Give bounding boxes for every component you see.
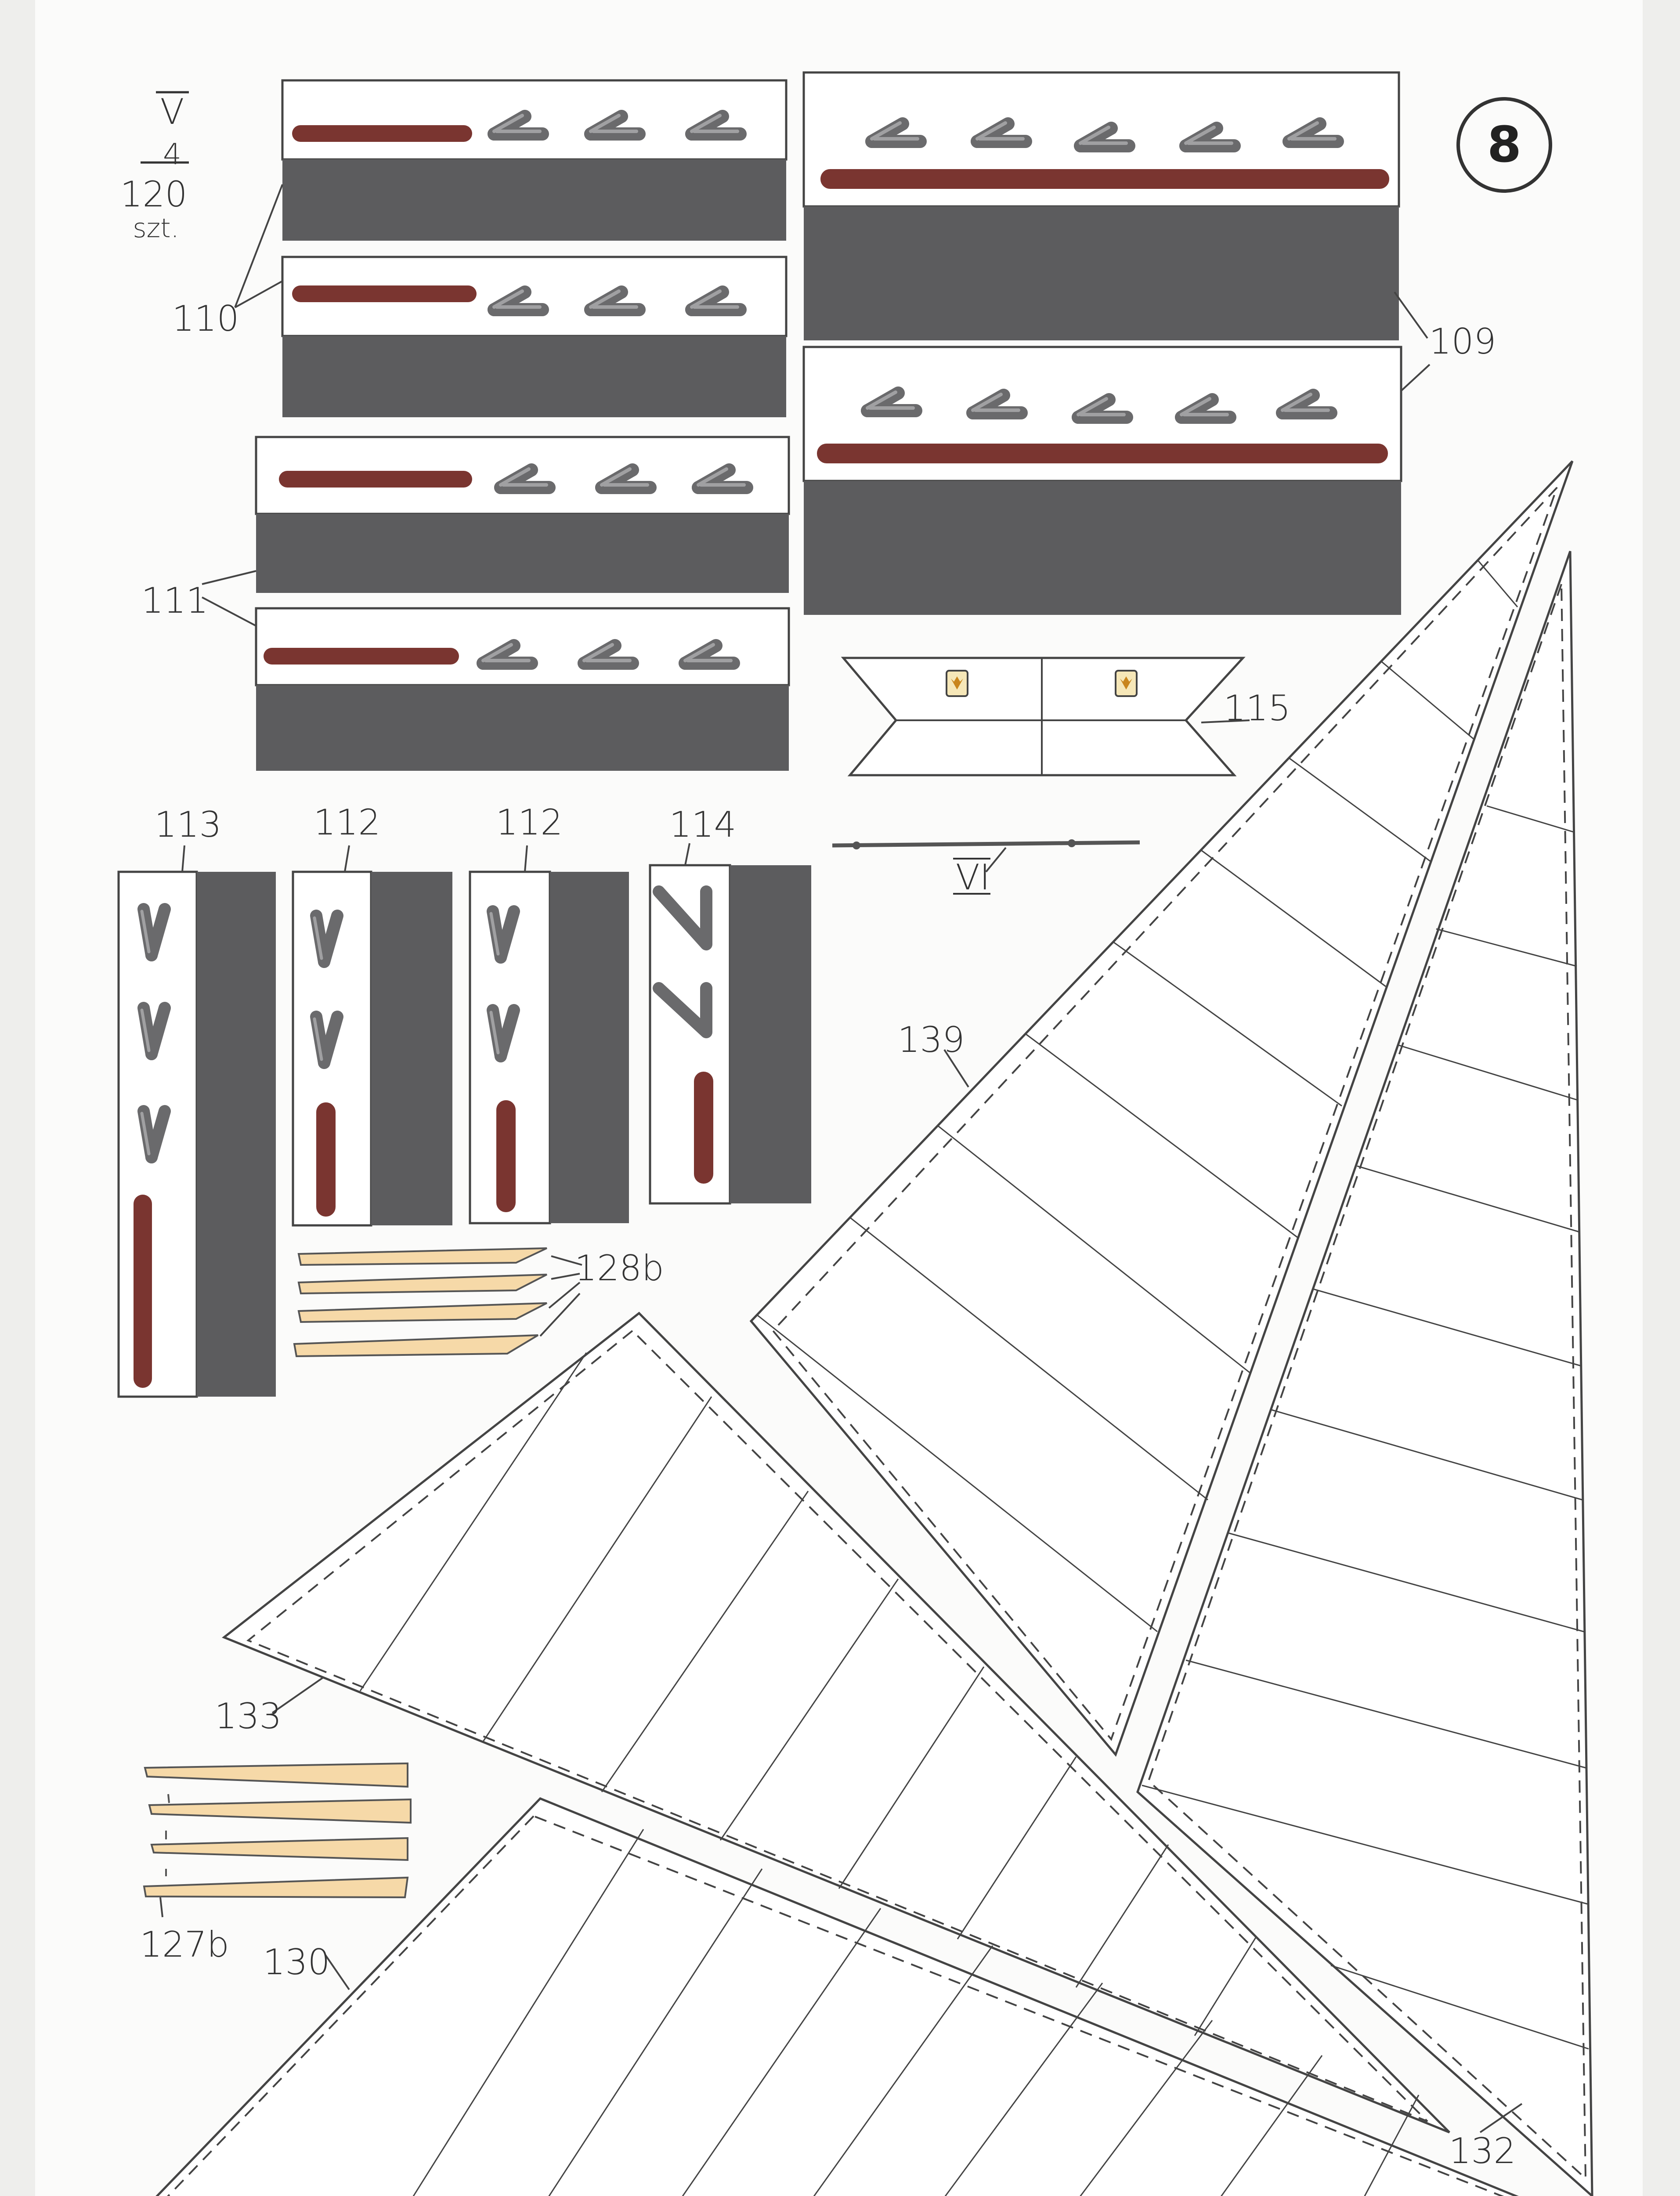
label-130: 130 [263, 1942, 330, 1983]
label-112-first: 112 [313, 802, 381, 843]
label-110: 110 [172, 298, 239, 339]
label-112-second: 112 [495, 802, 563, 843]
part-111-top [256, 437, 789, 593]
part-109-bottom [804, 347, 1401, 615]
label-115: 115 [1223, 688, 1291, 729]
part-115 [843, 658, 1243, 775]
part-110-top [282, 80, 786, 241]
part-112-second [470, 872, 629, 1223]
label-109: 109 [1429, 321, 1496, 362]
quantity-fraction: 4 [163, 137, 181, 171]
label-132: 132 [1449, 2131, 1516, 2171]
label-VI: VI [955, 857, 990, 898]
label-111: 111 [141, 580, 209, 621]
part-112-first [293, 872, 452, 1225]
page-number: 8 [1487, 116, 1521, 173]
label-128b: 128b [574, 1248, 664, 1289]
quantity-roman: V [160, 91, 184, 132]
part-114 [650, 865, 811, 1203]
part-109-top [804, 72, 1399, 340]
part-111-bottom [256, 608, 789, 771]
label-133: 133 [214, 1696, 282, 1737]
label-139: 139 [897, 1019, 965, 1060]
label-113: 113 [154, 804, 222, 845]
label-127b: 127b [140, 1924, 229, 1965]
quantity-count: 120 [120, 174, 188, 215]
part-110-bottom [282, 257, 786, 417]
quantity-unit: szt. [133, 213, 179, 244]
label-114: 114 [669, 804, 737, 845]
part-113 [119, 872, 276, 1397]
